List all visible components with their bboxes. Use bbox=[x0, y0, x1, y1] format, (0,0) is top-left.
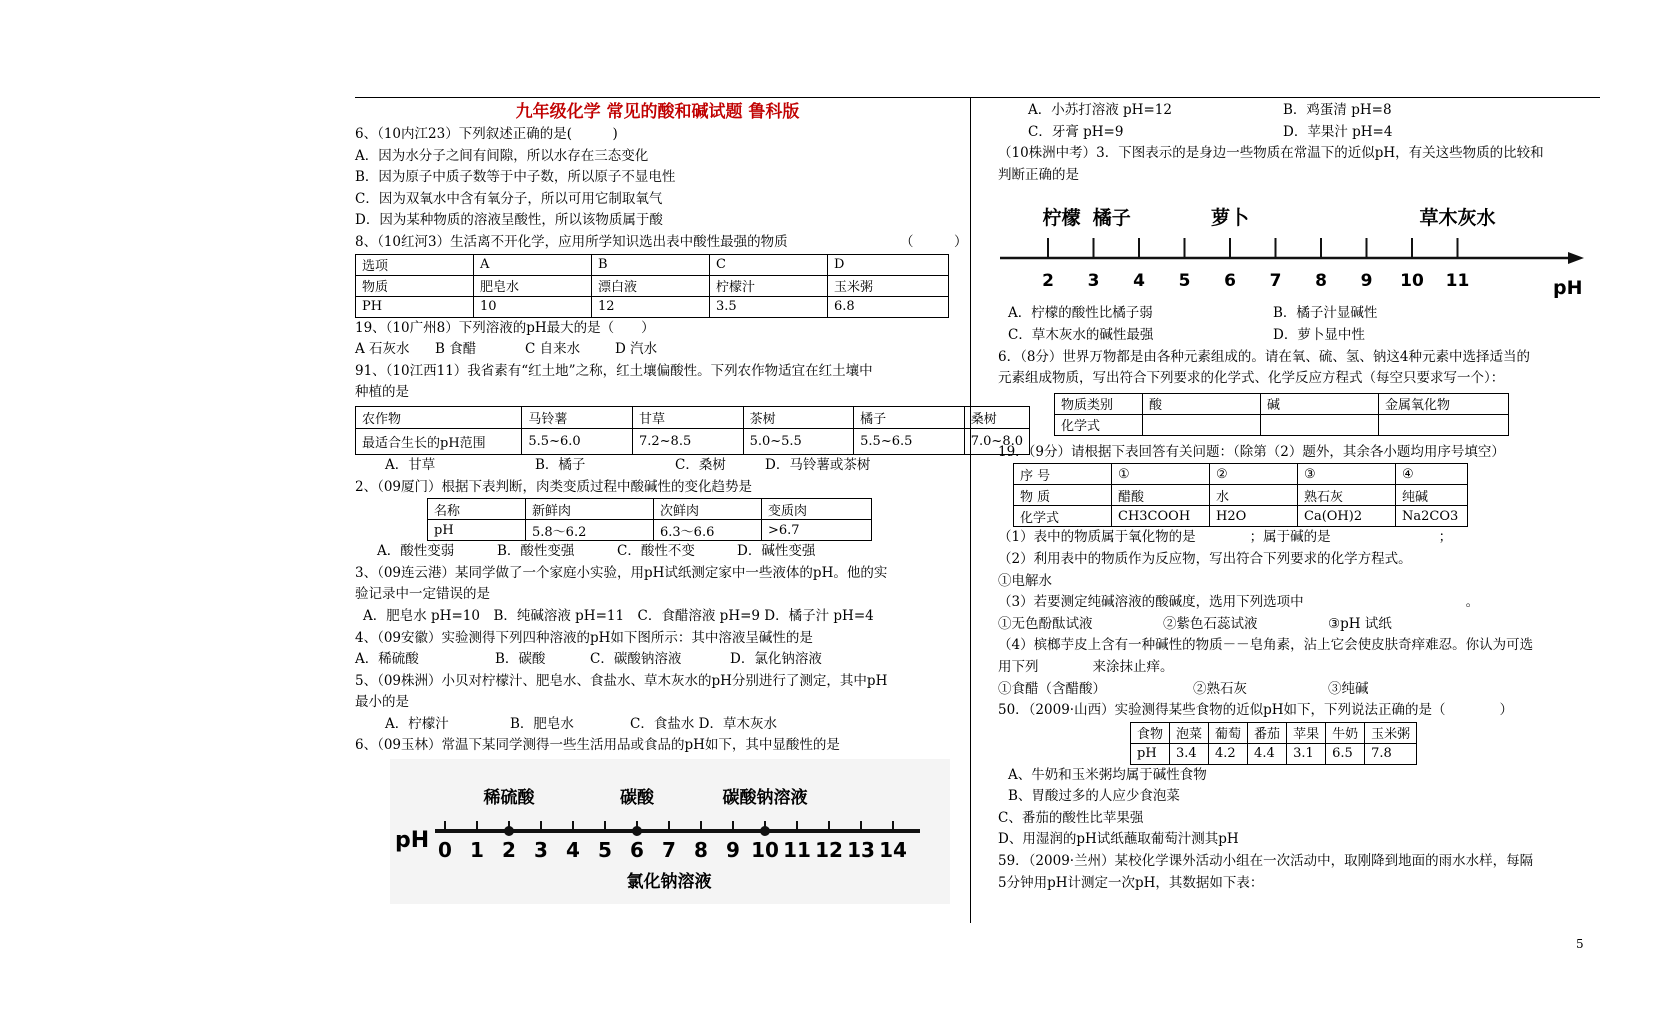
tick-label: 6 bbox=[630, 838, 644, 863]
table-row bbox=[356, 275, 949, 296]
table-cell: 序 号 bbox=[1014, 464, 1112, 485]
table-cell: 次鲜肉 bbox=[654, 499, 762, 520]
q3-options: A．肥皂水 pH=10 B．纯碱溶液 pH=11 C．食醋溶液 pH=9 D．橘子汁 pH=4 bbox=[363, 607, 874, 624]
table-cell: 选项 bbox=[356, 254, 474, 275]
q4-option: C．碳酸钠溶液 bbox=[590, 651, 682, 668]
q59-stem-line1: 59．（2009·兰州）某校化学课外活动小组在一次活动中，取刚降到地面的雨水水样，每隔 bbox=[998, 853, 1534, 870]
q6a-option-d: D．因为某种物质的溶液呈酸性，所以该物质属于酸 bbox=[355, 212, 663, 229]
table-cell: 5.5~6.0 bbox=[522, 428, 633, 454]
q19-stem: 19、（10广州8）下列溶液的pH最大的是（ ） bbox=[355, 319, 655, 336]
table-cell: pH bbox=[1131, 743, 1170, 764]
q19b-option: ①食醋（含醋酸） bbox=[998, 680, 1106, 697]
q6a-stem: 6、（10内江23）下列叙述正确的是( ) bbox=[355, 126, 618, 142]
table-cell: 醋酸 bbox=[1112, 485, 1210, 506]
q91-option: A．甘草 bbox=[385, 456, 436, 473]
tick-label: 5 bbox=[1178, 271, 1191, 292]
substance-label: 萝卜 bbox=[1210, 207, 1250, 230]
q6c-option: C．牙膏 pH=9 bbox=[1028, 123, 1124, 140]
table-cell: ③ bbox=[1298, 464, 1396, 485]
q5-options bbox=[355, 714, 960, 736]
table-cell: 物质类别 bbox=[1055, 393, 1143, 414]
table-cell bbox=[1143, 414, 1261, 435]
table-cell: D bbox=[828, 254, 949, 275]
q6c-option: A．小苏打溶液 pH=12 bbox=[1028, 102, 1172, 118]
table-cell: 3.5 bbox=[710, 296, 828, 317]
table-row bbox=[356, 406, 1030, 428]
q5-stem-line2: 最小的是 bbox=[355, 694, 409, 711]
q19b-part3: （3）若要测定纯碱溶液的酸碱度，选用下列选项中 。 bbox=[998, 594, 1480, 611]
substance-label: 草木灰水 bbox=[1419, 207, 1496, 230]
q6d-table bbox=[1054, 393, 1509, 436]
tick-label: 8 bbox=[694, 838, 708, 863]
table-cell: 金属氧化物 bbox=[1379, 393, 1509, 414]
q19-option: A 石灰水 bbox=[355, 341, 410, 358]
substance-label: 碳酸 bbox=[620, 788, 654, 809]
q50-option-a: A、牛奶和玉米粥均属于碱性食物 bbox=[1008, 766, 1207, 783]
table-cell: 3.4 bbox=[1170, 743, 1209, 764]
table-cell bbox=[1379, 414, 1509, 435]
q3-stem-line1: 3、（09连云港）某同学做了一个家庭小实验，用pH试纸测定家中一些液体的pH。他的实 bbox=[355, 564, 888, 581]
table-row bbox=[356, 428, 1030, 454]
q50-stem: 50．（2009·山西）实验测得某些食物的近似pH如下，下列说法正确的是（ ） bbox=[998, 702, 1513, 719]
q19b-part3-options bbox=[998, 614, 1598, 636]
tick-label: 11 bbox=[783, 838, 811, 863]
table-cell: 5.0~5.5 bbox=[743, 428, 854, 454]
q8-stem bbox=[355, 232, 968, 254]
substance-label: 稀硫酸 bbox=[483, 788, 535, 809]
table-row bbox=[428, 520, 872, 541]
tick-label: 5 bbox=[598, 838, 612, 863]
q5-option: A．柠檬汁 bbox=[385, 715, 449, 732]
table-row bbox=[1055, 414, 1509, 435]
table-cell: 最适合生长的pH范围 bbox=[356, 428, 522, 454]
tick-label: 3 bbox=[1087, 271, 1100, 292]
scale-arrow bbox=[1568, 252, 1584, 264]
table-cell: A bbox=[474, 254, 592, 275]
tick-label: 9 bbox=[726, 838, 740, 863]
table-cell: ① bbox=[1112, 464, 1210, 485]
q19b-table bbox=[1013, 463, 1468, 527]
q2-option: D．碱性变强 bbox=[737, 543, 816, 560]
q2-options bbox=[355, 541, 960, 563]
table-row bbox=[1055, 393, 1509, 414]
q6c-option: B．鸡蛋清 pH=8 bbox=[1283, 102, 1392, 118]
q5-stem-line1: 5、（09株洲）小贝对柠檬汁、肥皂水、食盐水、草木灰水的pH分别进行了测定，其中pH bbox=[355, 672, 888, 689]
q8-table bbox=[355, 254, 949, 318]
table-cell: 化学式 bbox=[1055, 414, 1143, 435]
q8-paren: （ ） bbox=[900, 233, 968, 250]
q6c-option: D．苹果汁 pH=4 bbox=[1283, 123, 1393, 140]
page-number: 5 bbox=[1576, 937, 1584, 951]
table-cell: 水 bbox=[1210, 485, 1298, 506]
substance-label: 橘子 bbox=[1092, 207, 1131, 230]
page-title: 九年级化学 常见的酸和碱试题 鲁科版 bbox=[515, 102, 800, 122]
table-cell: 6.8 bbox=[828, 296, 949, 317]
table-row bbox=[1131, 722, 1417, 743]
table-row bbox=[428, 499, 872, 520]
table-cell: 熟石灰 bbox=[1298, 485, 1396, 506]
q19b-part1: （1）表中的物质属于氧化物的是 ；属于碱的是 ； bbox=[998, 529, 1453, 546]
table-cell: 4.4 bbox=[1248, 743, 1287, 764]
table-cell: 4.2 bbox=[1209, 743, 1248, 764]
substance-label: 柠檬 bbox=[1042, 207, 1081, 230]
scale-marker bbox=[760, 826, 770, 836]
tick-label: 10 bbox=[1400, 271, 1424, 292]
q19b-stem: 19．（9分）请根据下表回答有关问题：（除第（2）题外，其余各小题均用序号填空） bbox=[998, 443, 1505, 460]
tick-label: 14 bbox=[879, 838, 907, 863]
q59-stem-line2: 5分钟用pH计测定一次pH，其数据如下表： bbox=[998, 874, 1264, 891]
table-cell: Ca(OH)2 bbox=[1298, 506, 1396, 527]
q6b-stem: 6、（09玉林）常温下某同学测得一些生活用品或食品的pH如下，其中显酸性的是 bbox=[355, 737, 840, 754]
q3z-option: A．柠檬的酸性比橘子弱 bbox=[1008, 305, 1153, 322]
table-cell: 5.5~6.5 bbox=[854, 428, 965, 454]
substance-label: 碳酸钠溶液 bbox=[722, 788, 808, 809]
table-cell: 7.0~8.0 bbox=[964, 428, 1029, 454]
table-cell: 漂白液 bbox=[592, 275, 710, 296]
top-rule bbox=[355, 97, 1600, 98]
q19-option: D 汽水 bbox=[615, 341, 658, 358]
q4-option: D．氯化钠溶液 bbox=[730, 651, 822, 668]
q19b-part2a: ①电解水 bbox=[998, 572, 1052, 589]
table-cell: 葡萄 bbox=[1209, 722, 1248, 743]
table-row bbox=[1014, 485, 1468, 506]
q6d-stem-line2: 元素组成物质，写出符合下列要求的化学式、化学反应方程式（每空只要求写一个）： bbox=[998, 370, 1505, 387]
table-cell: 物 质 bbox=[1014, 485, 1112, 506]
table-cell: 肥皂水 bbox=[474, 275, 592, 296]
left-column bbox=[355, 100, 1023, 904]
q50-table bbox=[1130, 722, 1417, 765]
q91-table bbox=[355, 406, 1030, 455]
table-cell: 名称 bbox=[428, 499, 526, 520]
tick-label: 4 bbox=[1133, 271, 1145, 292]
q19b-part4-options bbox=[998, 679, 1598, 701]
tick-label: 7 bbox=[662, 838, 676, 863]
q2-option: A．酸性变弱 bbox=[377, 543, 455, 560]
q6c-options-row1 bbox=[998, 100, 1598, 122]
tick-label: 6 bbox=[1224, 271, 1236, 292]
q19-option: C 自来水 bbox=[525, 341, 581, 358]
q19-options bbox=[355, 339, 960, 361]
table-cell: 玉米粥 bbox=[828, 275, 949, 296]
table-cell: 12 bbox=[592, 296, 710, 317]
table-cell: H2O bbox=[1210, 506, 1298, 527]
ph-scale-figure-2 bbox=[998, 198, 1598, 303]
q91-option: D．马铃薯或茶树 bbox=[765, 456, 871, 473]
table-cell: 马铃薯 bbox=[522, 406, 633, 428]
table-cell: 化学式 bbox=[1014, 506, 1112, 527]
q91-options bbox=[355, 455, 960, 477]
q19b-part2: （2）利用表中的物质作为反应物，写出符合下列要求的化学方程式。 bbox=[998, 550, 1412, 567]
q4-stem: 4、（09安徽）实验测得下列四种溶液的pH如下图所示：其中溶液呈碱性的是 bbox=[355, 629, 813, 646]
q3z-options-row1 bbox=[998, 303, 1598, 325]
q50-option-c: C、番茄的酸性比苹果强 bbox=[998, 809, 1144, 826]
scale-labels bbox=[1043, 206, 1496, 229]
tick-label: 1 bbox=[470, 838, 484, 863]
table-cell: 番茄 bbox=[1248, 722, 1287, 743]
table-cell: 牛奶 bbox=[1326, 722, 1365, 743]
q50-option-b: B、胃酸过多的人应少食泡菜 bbox=[1008, 788, 1180, 805]
table-cell: 甘草 bbox=[632, 406, 743, 428]
q50-option-d: D、用湿润的pH试纸蘸取葡萄汁测其pH bbox=[998, 831, 1239, 848]
q4-options bbox=[355, 649, 960, 671]
scale-ticks bbox=[1042, 238, 1469, 291]
table-cell: CH3COOH bbox=[1112, 506, 1210, 527]
q5-option: C．食盐水 D．草木灰水 bbox=[630, 715, 777, 732]
table-row bbox=[1014, 506, 1468, 527]
tick-label: 7 bbox=[1269, 271, 1282, 292]
q3z-option: C．草木灰水的碱性最强 bbox=[1008, 326, 1154, 343]
q19b-option: ②紫色石蕊试液 bbox=[1163, 615, 1258, 632]
q2-table bbox=[427, 498, 872, 541]
substance-label: 氯化钠溶液 bbox=[626, 872, 712, 893]
q91-stem-line1: 91、（10江西11）我省素有“红土地”之称，红土壤偏酸性。下列农作物适宜在红土壤中 bbox=[355, 362, 873, 379]
tick-label: 11 bbox=[1445, 271, 1470, 292]
table-cell bbox=[1261, 414, 1379, 435]
table-cell: 6.3～6.6 bbox=[654, 520, 762, 541]
scale-marker bbox=[504, 826, 514, 836]
table-cell: 7.2~8.5 bbox=[632, 428, 743, 454]
table-cell: 食物 bbox=[1131, 722, 1170, 743]
tick-label: 4 bbox=[566, 838, 580, 863]
table-cell: 桑树 bbox=[964, 406, 1029, 428]
q6a-option-b: B．因为原子中质子数等于中子数，所以原子不显电性 bbox=[355, 169, 676, 186]
tick-label: 8 bbox=[1315, 271, 1327, 292]
table-cell: 酸 bbox=[1143, 393, 1261, 414]
table-cell: B bbox=[592, 254, 710, 275]
table-cell: 7.8 bbox=[1365, 743, 1417, 764]
table-row bbox=[356, 296, 949, 317]
q19-option: B 食醋 bbox=[435, 341, 477, 358]
q91-option: B．橘子 bbox=[535, 456, 586, 473]
table-cell: 3.1 bbox=[1287, 743, 1326, 764]
table-cell: ② bbox=[1210, 464, 1298, 485]
table-row bbox=[1131, 743, 1417, 764]
table-cell: 泡菜 bbox=[1170, 722, 1209, 743]
right-column bbox=[998, 100, 1598, 894]
q6c-options-row2 bbox=[998, 122, 1598, 144]
q6a-option-a: A．因为水分子之间有间隙，所以水存在三态变化 bbox=[355, 147, 649, 164]
table-cell: pH bbox=[428, 520, 526, 541]
q8-stem-text: 8、（10红河3）生活离不开化学，应用所学知识选出表中酸性最强的物质 bbox=[355, 233, 788, 250]
q5-option: B．肥皂水 bbox=[510, 715, 574, 732]
table-row bbox=[1014, 464, 1468, 485]
table-cell: 苹果 bbox=[1287, 722, 1326, 743]
q19b-part4-line1: （4）槟榔芋皮上含有一种碱性的物质－－皂角素，沾上它会使皮肤奇痒难忍。你认为可选 bbox=[998, 637, 1534, 654]
ph-axis-label: pH bbox=[395, 828, 430, 854]
table-cell: 变质肉 bbox=[762, 499, 872, 520]
q19b-option: ①无色酚酞试液 bbox=[998, 615, 1093, 632]
q3z-option: B．橘子汁显碱性 bbox=[1273, 305, 1378, 322]
q4-option: B．碳酸 bbox=[495, 651, 546, 668]
tick-label: 3 bbox=[534, 838, 548, 863]
table-cell: 5.8～6.2 bbox=[526, 520, 654, 541]
q3z-stem-line1: （10株洲中考）3．下图表示的是身边一些物质在常温下的近似pH，有关这些物质的比较和 bbox=[998, 145, 1544, 162]
tick-label: 13 bbox=[847, 838, 875, 863]
column-divider bbox=[970, 97, 971, 923]
table-cell: Na2CO3 bbox=[1396, 506, 1468, 527]
tick-label: 9 bbox=[1360, 271, 1373, 292]
table-cell: C bbox=[710, 254, 828, 275]
table-cell: 农作物 bbox=[356, 406, 522, 428]
q19b-option: ②熟石灰 bbox=[1193, 680, 1247, 697]
tick-label: 10 bbox=[751, 838, 779, 863]
q6a-option-c: C．因为双氧水中含有氧分子，所以可用它制取氧气 bbox=[355, 190, 663, 207]
table-cell: ④ bbox=[1396, 464, 1468, 485]
table-row bbox=[356, 254, 949, 275]
table-cell: 碱 bbox=[1261, 393, 1379, 414]
table-cell: 柠檬汁 bbox=[710, 275, 828, 296]
tick-label: 12 bbox=[815, 838, 843, 863]
q19b-option: ③纯碱 bbox=[1328, 680, 1369, 697]
q3-stem-line2: 验记录中一定错误的是 bbox=[355, 586, 490, 603]
q19b-part4-line2: 用下列 来涂抹止痒。 bbox=[998, 658, 1174, 675]
table-cell: 茶树 bbox=[743, 406, 854, 428]
table-cell: 10 bbox=[474, 296, 592, 317]
tick-label: 2 bbox=[502, 838, 516, 863]
tick-label: 2 bbox=[1042, 271, 1054, 292]
scale-marker bbox=[632, 826, 642, 836]
q3z-options-row2 bbox=[998, 325, 1598, 347]
tick-label: 0 bbox=[438, 838, 452, 863]
q3z-option: D．萝卜显中性 bbox=[1273, 326, 1365, 343]
table-cell: 纯碱 bbox=[1396, 485, 1468, 506]
table-cell: >6.7 bbox=[762, 520, 872, 541]
q6d-stem-line1: 6．（8分）世界万物都是由各种元素组成的。请在氧、硫、氢、钠这4种元素中选择适当的 bbox=[998, 348, 1531, 365]
table-cell: 新鲜肉 bbox=[526, 499, 654, 520]
q91-option: C．桑树 bbox=[675, 456, 726, 473]
q3z-stem-line2: 判断正确的是 bbox=[998, 166, 1079, 183]
ph-axis-label: pH bbox=[1553, 277, 1583, 300]
q2-option: C．酸性不变 bbox=[617, 543, 695, 560]
q2-stem: 2、（09厦门）根据下表判断，肉类变质过程中酸碱性的变化趋势是 bbox=[355, 478, 753, 495]
table-cell: 物质 bbox=[356, 275, 474, 296]
table-cell: 橘子 bbox=[854, 406, 965, 428]
table-cell: 玉米粥 bbox=[1365, 722, 1417, 743]
q19b-option: ③pH 试纸 bbox=[1328, 615, 1392, 632]
q91-stem-line2: 种植的是 bbox=[355, 384, 409, 401]
q4-option: A．稀硫酸 bbox=[355, 651, 419, 668]
table-cell: 6.5 bbox=[1326, 743, 1365, 764]
table-cell: PH bbox=[356, 296, 474, 317]
ph-scale-figure-1 bbox=[390, 759, 950, 904]
q2-option: B．酸性变强 bbox=[497, 543, 575, 560]
